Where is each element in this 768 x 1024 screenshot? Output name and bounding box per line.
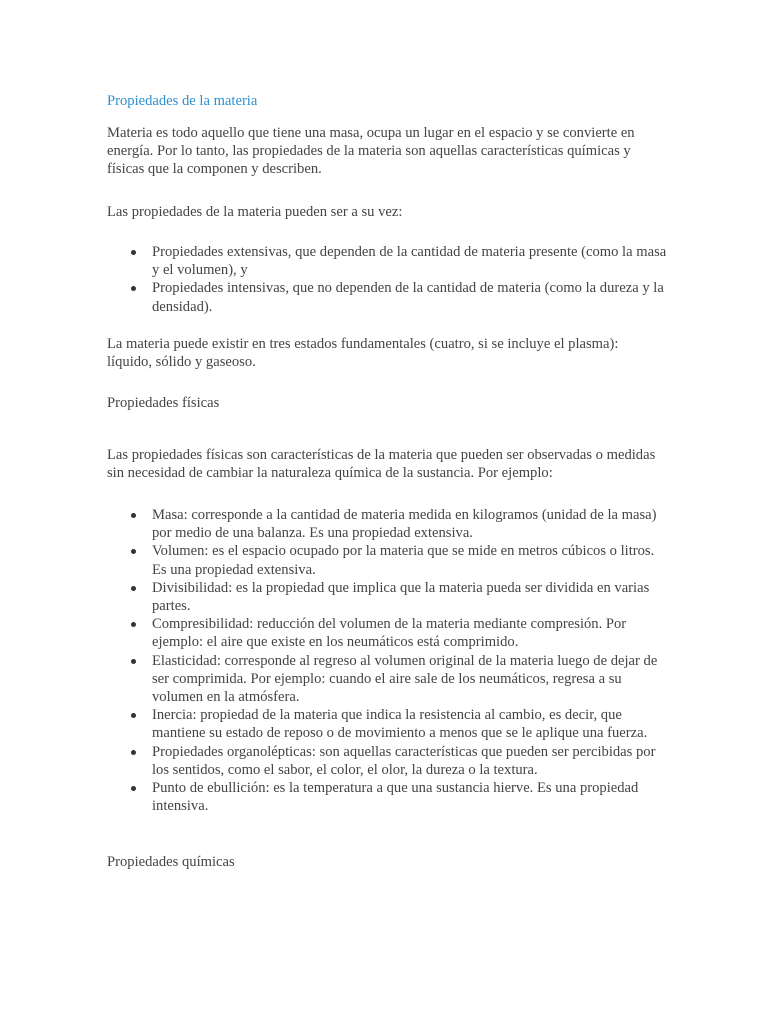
list-item-text: Divisibilidad: es la propiedad que implica que la materia pueda ser dividida en varias partes. xyxy=(152,579,650,615)
physical-properties-heading: Propiedades físicas xyxy=(107,395,220,411)
physical-properties-list xyxy=(107,506,667,815)
list-item-text: Masa: corresponde a la cantidad de materia medida en kilogramos (unidad de la masa) por medio de una balanza. Es una propiedad extensiva. xyxy=(152,507,657,542)
bullet-icon xyxy=(131,786,136,791)
bullet-icon xyxy=(131,713,136,718)
list-item xyxy=(107,743,667,779)
bullet-icon xyxy=(131,622,136,627)
bullet-icon xyxy=(131,286,136,291)
list-item-text: Punto de ebullición: es la temperatura a que una sustancia hierve. Es una propiedad intensiva. xyxy=(152,780,639,815)
list-item xyxy=(107,243,667,279)
list-item-text: Propiedades extensivas, que dependen de la cantidad de materia presente (como la masa y el volumen), y xyxy=(152,244,667,279)
list-item-text: Volumen: es el espacio ocupado por la materia que se mide en metros cúbicos o litros. Es una propiedad extensiva. xyxy=(152,543,655,578)
list-item xyxy=(107,615,667,651)
list-item xyxy=(107,506,667,542)
list-item xyxy=(107,706,667,742)
properties-intro-paragraph: Las propiedades de la materia pueden ser a su vez: xyxy=(107,204,403,220)
list-item xyxy=(107,542,667,578)
bullet-icon xyxy=(131,750,136,755)
document-title: Propiedades de la materia xyxy=(107,93,258,109)
bullet-icon xyxy=(131,549,136,554)
list-item-text: Compresibilidad: reducción del volumen de la materia mediante compresión. Por ejemplo: el aire que existe en los neumáticos está comprimido. xyxy=(152,616,627,651)
list-item-text: Propiedades organolépticas: son aquellas características que pueden ser percibidas por los sentidos, como el sabor, el color, el olor, la dureza o la textura. xyxy=(152,743,656,778)
states-paragraph: La materia puede existir en tres estados fundamentales (cuatro, si se incluye el plasma): líquido, sólido y gaseoso. xyxy=(107,336,619,371)
list-item xyxy=(107,279,667,315)
bullet-icon xyxy=(131,250,136,255)
list-item xyxy=(107,779,667,815)
list-item xyxy=(107,652,667,707)
list-item-text: Inercia: propiedad de la materia que indica la resistencia al cambio, es decir, que mantiene su estado de reposo o de movimiento a menos que se le aplique una fuerza. xyxy=(152,707,648,742)
physical-properties-paragraph: Las propiedades físicas son características de la materia que pueden ser observadas o medidas sin necesidad de cambiar la naturaleza química de la sustancia. Por ejemplo: xyxy=(107,447,656,482)
property-types-list xyxy=(107,243,667,316)
bullet-icon xyxy=(131,586,136,591)
bullet-icon xyxy=(131,513,136,518)
list-item-text: Elasticidad: corresponde al regreso al volumen original de la materia luego de dejar de ser comprimida. Por ejemplo: cuando el aire sale de los neumáticos, regresa a su volumen en la atmósfera. xyxy=(152,652,658,706)
list-item xyxy=(107,579,667,615)
bullet-icon xyxy=(131,659,136,664)
intro-paragraph: Materia es todo aquello que tiene una masa, ocupa un lugar en el espacio y se convierte en energía. Por lo tanto, las propiedades de la materia son aquellas características químicas y físicas que la componen y describen. xyxy=(107,125,635,178)
list-item-text: Propiedades intensivas, que no dependen de la cantidad de materia (como la dureza y la densidad). xyxy=(152,280,664,315)
chemical-properties-heading: Propiedades químicas xyxy=(107,854,235,870)
